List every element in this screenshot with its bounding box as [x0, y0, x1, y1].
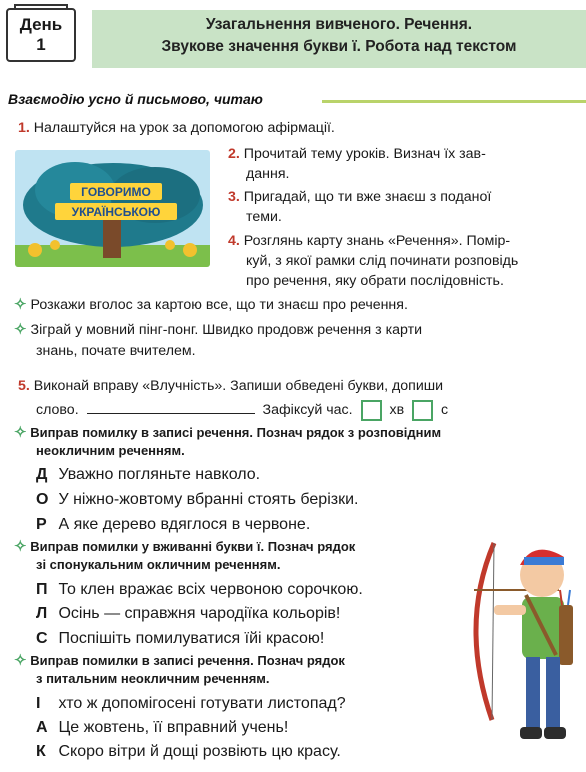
diamond-icon: ✧ — [14, 296, 27, 313]
page-title — [92, 14, 586, 58]
task-text: Зафіксуй час. — [262, 402, 353, 418]
day-label: День — [19, 15, 63, 34]
task-number: 4. — [228, 233, 240, 249]
item-text: То клен вражає всіх червоною сорочкою. — [58, 581, 363, 598]
item-text: хто ж допомігосені готувати листопад? — [58, 695, 346, 712]
diamond-task-2-cont: знань, почате вчителем. — [36, 343, 196, 359]
archer-boy-icon — [464, 535, 584, 760]
task-text: Зіграй у мовний пінг-понг. Швидко продовж речення з карти — [30, 322, 423, 338]
diamond-icon: ✧ — [14, 652, 27, 669]
item-letter: П — [36, 581, 48, 598]
poster-line-2: УКРАЇНСЬКОЮ — [71, 205, 161, 219]
item-text: А яке дерево вдяглося в червоне. — [58, 516, 311, 533]
poster-illustration — [15, 150, 210, 267]
group-1-instruction — [14, 424, 441, 442]
title-line-1: Узагальнення вивченого. Речення. — [205, 16, 473, 33]
archer-illustration — [464, 535, 584, 760]
item-letter: Р — [36, 516, 47, 533]
list-item — [36, 488, 358, 512]
task-4-cont: куй, з якої рамки слід починати розповідь — [246, 253, 519, 269]
item-letter: І — [36, 695, 41, 712]
tree-poster-icon — [15, 150, 210, 267]
item-text: Уважно погляньте навколо. — [58, 466, 261, 483]
group-2-instruction-cont: зі спонукальним окличним реченням. — [36, 557, 281, 572]
diamond-icon: ✧ — [14, 424, 27, 441]
instruction-text: Виправ помилку в записі речення. Познач рядок з розповідним — [30, 425, 442, 440]
list-item — [36, 627, 324, 651]
list-item — [36, 716, 288, 740]
task-5-cont — [36, 399, 448, 421]
task-1 — [18, 118, 335, 138]
item-letter: К — [36, 743, 46, 760]
item-letter: А — [36, 719, 48, 736]
task-text: слово. — [36, 402, 79, 418]
day-badge — [6, 8, 76, 62]
section-divider — [322, 100, 586, 103]
list-item — [36, 513, 310, 537]
diamond-task-2 — [14, 320, 422, 340]
task-number: 2. — [228, 146, 240, 162]
title-line-2: Звукове значення букви ї. Робота над текстом — [161, 38, 517, 55]
task-4 — [228, 231, 510, 251]
task-text: Пригадай, що ти вже знаєш з поданої — [243, 189, 492, 205]
task-text: Виконай вправу «Влучність». Запиши обведені букви, допиши — [33, 378, 444, 394]
group-1-instruction-cont: неокличним реченням. — [36, 443, 185, 458]
item-text: Поспішіть помилуватися їйі красою! — [58, 630, 325, 647]
item-letter: Л — [36, 605, 48, 622]
list-item — [36, 463, 260, 487]
task-text: Прочитай тему уроків. Визнач їх зав- — [243, 146, 486, 162]
task-text: Розкажи вголос за картою все, що ти знаєш про речення. — [30, 297, 408, 313]
task-2-cont: дання. — [246, 166, 290, 182]
seconds-label: с — [441, 402, 449, 418]
minutes-box[interactable] — [361, 400, 382, 421]
task-2 — [228, 144, 486, 164]
task-5 — [18, 376, 443, 396]
list-item — [36, 692, 346, 716]
group-3-instruction — [14, 652, 345, 670]
poster-line-1: ГОВОРИМО — [81, 185, 151, 199]
item-text: Скоро вітри й дощі розвіють цю красу. — [58, 743, 341, 760]
task-3-cont: теми. — [246, 209, 282, 225]
task-4-cont: про речення, яку обрати послідовність. — [246, 273, 504, 289]
task-number: 5. — [18, 378, 30, 394]
section-heading: Взаємодію усно й письмово, читаю — [8, 91, 263, 107]
answer-line[interactable] — [87, 399, 255, 414]
list-item — [36, 578, 363, 602]
item-text: Це жовтень, її вправний учень! — [58, 719, 289, 736]
seconds-box[interactable] — [412, 400, 433, 421]
task-3 — [228, 187, 491, 207]
item-letter: С — [36, 630, 48, 647]
item-letter: Д — [36, 466, 48, 483]
item-letter: О — [36, 491, 49, 508]
instruction-text: Виправ помилки в записі речення. Познач рядок — [30, 653, 345, 668]
diamond-icon: ✧ — [14, 538, 27, 555]
group-3-instruction-cont: з питальним неокличним реченням. — [36, 671, 270, 686]
day-number: 1 — [36, 35, 46, 54]
list-item — [36, 602, 340, 626]
list-item — [36, 740, 341, 764]
task-number: 3. — [228, 189, 240, 205]
diamond-icon: ✧ — [14, 321, 27, 338]
minutes-label: хв — [389, 402, 405, 418]
task-number: 1. — [18, 120, 30, 136]
task-text: Налаштуйся на урок за допомогою афірмації. — [33, 120, 335, 136]
group-2-instruction — [14, 538, 355, 556]
diamond-task-1 — [14, 295, 408, 315]
instruction-text: Виправ помилки у вживанні букви ї. Познач рядок — [30, 539, 356, 554]
item-text: У ніжно-жовтому вбранні стоять берізки. — [58, 491, 359, 508]
item-text: Осінь — справжня чародіїка кольорів! — [58, 605, 341, 622]
task-text: Розглянь карту знань «Речення». Помір- — [243, 233, 511, 249]
